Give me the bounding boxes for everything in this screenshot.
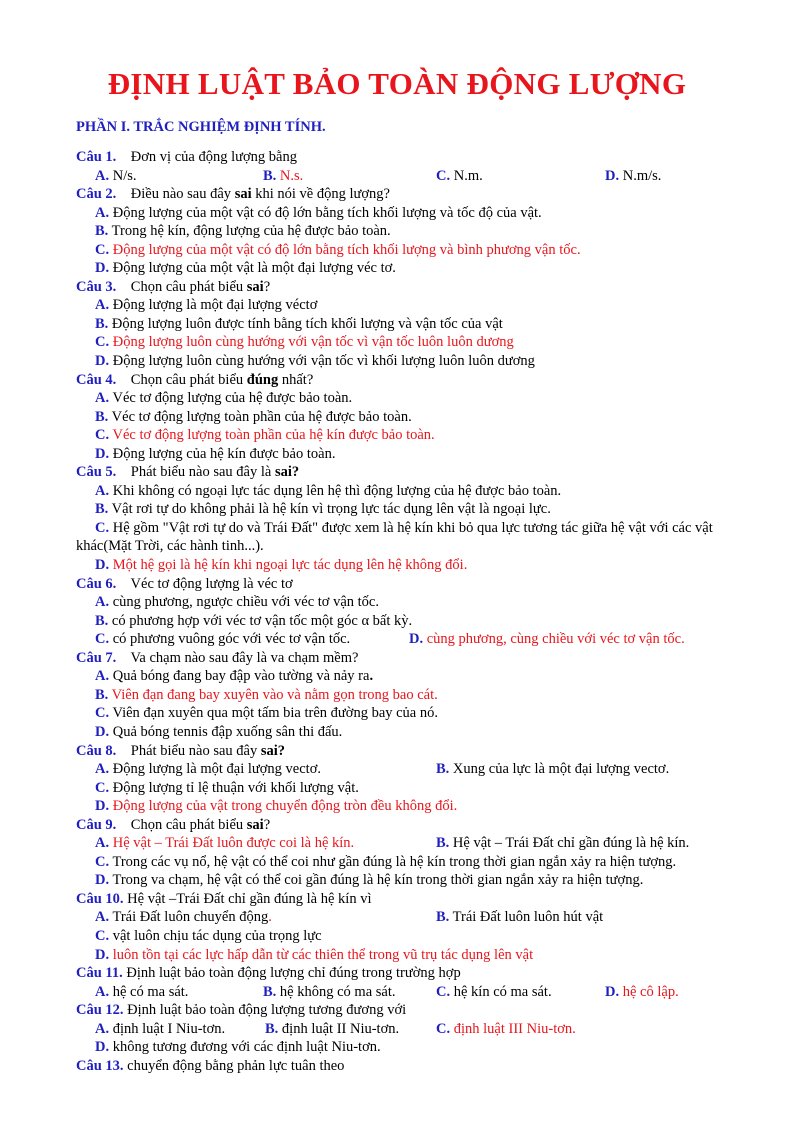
question-number: Câu 1.	[76, 149, 117, 165]
question-10: Câu 10. Hệ vật –Trái Đất chỉ gần đúng là hệ kín vì	[76, 890, 372, 907]
option-a: A. Quả bóng đang bay đập vào tường và nảy ra.	[95, 668, 374, 685]
question-13: Câu 13. chuyển động bằng phản lực tuân theo	[76, 1057, 345, 1074]
option-c: C. có phương vuông góc với véc tơ vận tốc.	[95, 631, 351, 648]
section-heading: PHẦN I. TRẮC NGHIỆM ĐỊNH TÍNH.	[76, 119, 326, 135]
option-b: B. N.s.	[263, 167, 304, 184]
option-d: D. hệ cô lập.	[605, 983, 679, 1000]
options-row	[76, 834, 766, 853]
question-2: Câu 2. Điều nào sau đây sai khi nói về động lượng?	[76, 186, 390, 203]
question-11: Câu 11. Định luật bảo toàn động lượng chỉ đúng trong trường hợp	[76, 965, 461, 982]
option-c: C. Hệ gồm "Vật rơi tự do và Trái Đất" được xem là hệ kín khi bỏ qua lực tương tác giữa hệ vật với các vật khác(Mặt Trời, các hành tinh...).	[76, 519, 713, 555]
question-3: Câu 3. Chọn câu phát biểu sai?	[76, 278, 271, 295]
question-number: Câu 2.	[76, 186, 117, 203]
question-number: Câu 12.	[76, 1002, 124, 1019]
option-d: D. Động lượng của vật trong chuyển động tròn đều không đổi.	[95, 798, 458, 815]
question-7: Câu 7. Va chạm nào sau đây là va chạm mềm?	[76, 649, 359, 666]
option-b: B. có phương hợp với véc tơ vận tốc một góc α bất kỳ.	[95, 612, 413, 629]
question-number: Câu 4.	[76, 371, 117, 388]
question-text: Đơn vị của động lượng bằng	[130, 149, 297, 165]
options-row	[76, 1020, 766, 1039]
question-5: Câu 5. Phát biểu nào sau đây là sai?	[76, 464, 300, 481]
option-c: C. Động lượng của một vật có độ lớn bằng tích khối lượng và bình phương vận tốc.	[95, 241, 581, 258]
question-number: Câu 11.	[76, 965, 123, 982]
option-b: B. hệ không có ma sát.	[263, 983, 396, 1000]
option-d: D. N.m/s.	[605, 167, 662, 184]
option-a: A. Động lượng là một đại lượng véctơ	[95, 297, 318, 314]
question-1	[76, 148, 766, 167]
option-d: D. luôn tồn tại các lực hấp dẫn từ các thiên thể trong vũ trụ tác dụng lên vật	[95, 946, 534, 963]
option-a: A. Hệ vật – Trái Đất luôn được coi là hệ kín.	[95, 835, 355, 852]
option-a: A. Động lượng là một đại lượng vectơ.	[95, 761, 321, 778]
question-number: Câu 10.	[76, 890, 124, 907]
question-12: Câu 12. Định luật bảo toàn động lượng tương đương với	[76, 1002, 407, 1019]
option-c: C. định luật III Niu-tơn.	[436, 1020, 576, 1037]
option-c: C. Trong các vụ nổ, hệ vật có thể coi như gần đúng là hệ kín trong thời gian ngắn xảy ra hiện tượng.	[95, 853, 677, 870]
question-number: Câu 5.	[76, 464, 117, 481]
option-b: B. định luật II Niu-tơn.	[265, 1020, 400, 1037]
question-number: Câu 7.	[76, 649, 117, 666]
option-a: A. Khi không có ngoại lực tác dụng lên hệ thì động lượng của hệ được bảo toàn.	[95, 482, 562, 499]
option-b: B. Trong hệ kín, động lượng của hệ được bảo toàn.	[95, 223, 391, 240]
option-a: A. Trái Đất luôn chuyển động.	[95, 909, 272, 926]
option-c: C. Viên đạn xuyên qua một tấm bia trên đường bay của nó.	[95, 705, 438, 722]
question-9: Câu 9. Chọn câu phát biểu sai?	[76, 816, 271, 833]
option-b: B. Vật rơi tự do không phải là hệ kín vì trọng lực tác dụng lên vật là ngoại lực.	[95, 501, 551, 518]
option-c: C. hệ kín có ma sát.	[436, 983, 552, 1000]
option-b: B. Hệ vật – Trái Đất chỉ gần đúng là hệ kín.	[436, 835, 690, 852]
option-d: D. cùng phương, cùng chiều với véc tơ vận tốc.	[409, 631, 685, 648]
option-a: A. N/s.	[95, 167, 137, 184]
option-d: D. không tương đương với các định luật Niu-tơn.	[95, 1039, 381, 1056]
options-row	[76, 630, 766, 649]
option-a: A. Động lượng của một vật có độ lớn bằng tích khối lượng và tốc độ của vật.	[95, 204, 542, 221]
options-row	[76, 167, 766, 186]
question-list	[76, 148, 766, 1075]
option-c: C. Động lượng tỉ lệ thuận với khối lượng vật.	[95, 779, 359, 796]
option-c: C. vật luôn chịu tác dụng của trọng lực	[95, 927, 322, 944]
options-row	[76, 760, 766, 779]
option-c: C. N.m.	[436, 167, 483, 184]
option-d: D. Trong va chạm, hệ vật có thể coi gần đúng là hệ kín trong thời gian ngắn xảy ra hiện tượng.	[95, 872, 644, 889]
question-6: Câu 6. Véc tơ động lượng là véc tơ	[76, 575, 293, 592]
question-4: Câu 4. Chọn câu phát biểu đúng nhất?	[76, 371, 314, 388]
option-d: D. Động lượng của một vật là một đại lượng véc tơ.	[95, 260, 396, 277]
option-c: C. Động lượng luôn cùng hướng với vận tốc vì vận tốc luôn luôn dương	[95, 334, 514, 351]
option-a: A. hệ có ma sát.	[95, 983, 189, 1000]
option-d: D. Một hệ gọi là hệ kín khi ngoại lực tác dụng lên hệ không đổi.	[95, 557, 468, 574]
question-number: Câu 13.	[76, 1057, 124, 1074]
option-b: B. Viên đạn đang bay xuyên vào và nằm gọn trong bao cát.	[95, 686, 438, 703]
question-number: Câu 8.	[76, 742, 117, 759]
page-title: ĐỊNH LUẬT BẢO TOÀN ĐỘNG LƯỢNG	[107, 66, 687, 101]
option-a: A. định luật I Niu-tơn.	[95, 1020, 226, 1037]
option-b: B. Véc tơ động lượng toàn phần của hệ được bảo toàn.	[95, 408, 412, 425]
option-c: C. Véc tơ động lượng toàn phần của hệ kín được bảo toàn.	[95, 427, 435, 444]
option-a: A. cùng phương, ngược chiều với véc tơ vận tốc.	[95, 594, 379, 611]
question-number: Câu 3.	[76, 278, 117, 295]
option-d: D. Quả bóng tennis đập xuống sân thi đấu.	[95, 723, 343, 740]
question-8: Câu 8. Phát biểu nào sau đây sai?	[76, 742, 286, 759]
option-d: D. Động lượng của hệ kín được bảo toàn.	[95, 445, 336, 462]
option-b: B. Động lượng luôn được tính bằng tích khối lượng và vận tốc của vật	[95, 315, 503, 332]
options-row	[76, 908, 766, 927]
option-a: A. Véc tơ động lượng của hệ được bảo toàn.	[95, 390, 353, 407]
question-number: Câu 9.	[76, 816, 117, 833]
option-d: D. Động lượng luôn cùng hướng với vận tốc vì khối lượng luôn luôn dương	[95, 353, 535, 370]
question-number: Câu 6.	[76, 575, 117, 592]
options-row	[76, 983, 766, 1002]
option-b: B. Xung của lực là một đại lượng vectơ.	[436, 761, 670, 778]
option-b: B. Trái Đất luôn luôn hút vật	[436, 909, 604, 926]
